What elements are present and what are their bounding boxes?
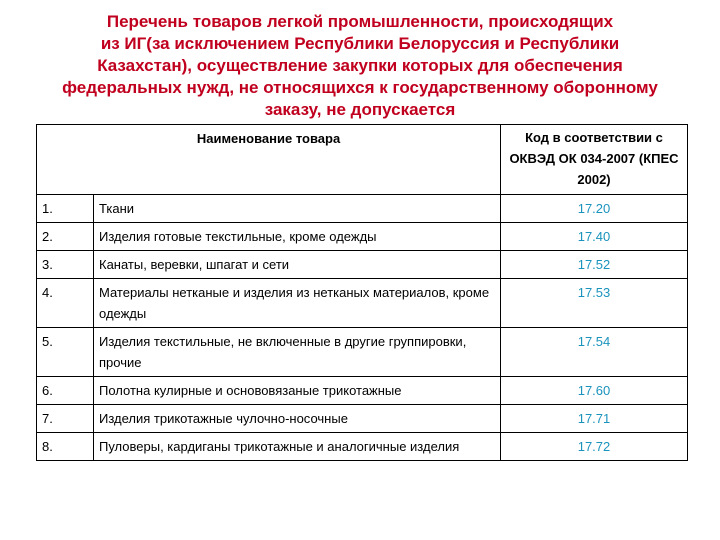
table-row bbox=[37, 223, 688, 251]
table-row bbox=[37, 405, 688, 433]
row-okved-code: 17.40 bbox=[501, 223, 688, 251]
row-number: 7. bbox=[37, 405, 94, 433]
row-goods-name: Канаты, веревки, шпагат и сети bbox=[94, 251, 501, 279]
table-row bbox=[37, 251, 688, 279]
row-goods-name: Изделия трикотажные чулочно-носочные bbox=[94, 405, 501, 433]
row-okved-code: 17.71 bbox=[501, 405, 688, 433]
table-row bbox=[37, 328, 688, 377]
row-number: 2. bbox=[37, 223, 94, 251]
table-row bbox=[37, 195, 688, 223]
table-row bbox=[37, 279, 688, 328]
title-line: Перечень товаров легкой промышленности, происходящих bbox=[106, 12, 614, 31]
row-number: 1. bbox=[37, 195, 94, 223]
row-goods-name: Изделия готовые текстильные, кроме одежды bbox=[94, 223, 501, 251]
row-okved-code: 17.53 bbox=[501, 279, 688, 328]
title-line: федеральных нужд, не относящихся к государственному оборонному bbox=[62, 78, 658, 97]
table-row bbox=[37, 433, 688, 461]
header-goods-name: Наименование товара bbox=[37, 125, 501, 195]
row-goods-name: Полотна кулирные и основовязаные трикотажные bbox=[94, 377, 501, 405]
row-goods-name: Изделия текстильные, не включенные в другие группировки, прочие bbox=[94, 328, 501, 377]
slide-title bbox=[30, 11, 690, 121]
row-number: 6. bbox=[37, 377, 94, 405]
row-okved-code: 17.72 bbox=[501, 433, 688, 461]
row-okved-code: 17.54 bbox=[501, 328, 688, 377]
row-goods-name: Материалы нетканые и изделия из нетканых материалов, кроме одежды bbox=[94, 279, 501, 328]
row-okved-code: 17.52 bbox=[501, 251, 688, 279]
row-number: 4. bbox=[37, 279, 94, 328]
row-number: 8. bbox=[37, 433, 94, 461]
row-goods-name: Пуловеры, кардиганы трикотажные и аналогичные изделия bbox=[94, 433, 501, 461]
header-okved-code: Код в соответствии с ОКВЭД ОК 034-2007 (КПЕС 2002) bbox=[501, 125, 688, 195]
row-goods-name: Ткани bbox=[94, 195, 501, 223]
title-line: из ИГ(за исключением Республики Белоруссия и Республики bbox=[100, 34, 620, 53]
row-number: 3. bbox=[37, 251, 94, 279]
title-line: заказу, не допускается bbox=[264, 100, 456, 119]
table-header-row bbox=[37, 125, 688, 195]
row-okved-code: 17.60 bbox=[501, 377, 688, 405]
row-okved-code: 17.20 bbox=[501, 195, 688, 223]
title-line: Казахстан), осуществление закупки которых для обеспечения bbox=[97, 56, 623, 75]
goods-table bbox=[36, 124, 688, 461]
row-number: 5. bbox=[37, 328, 94, 377]
table-row bbox=[37, 377, 688, 405]
